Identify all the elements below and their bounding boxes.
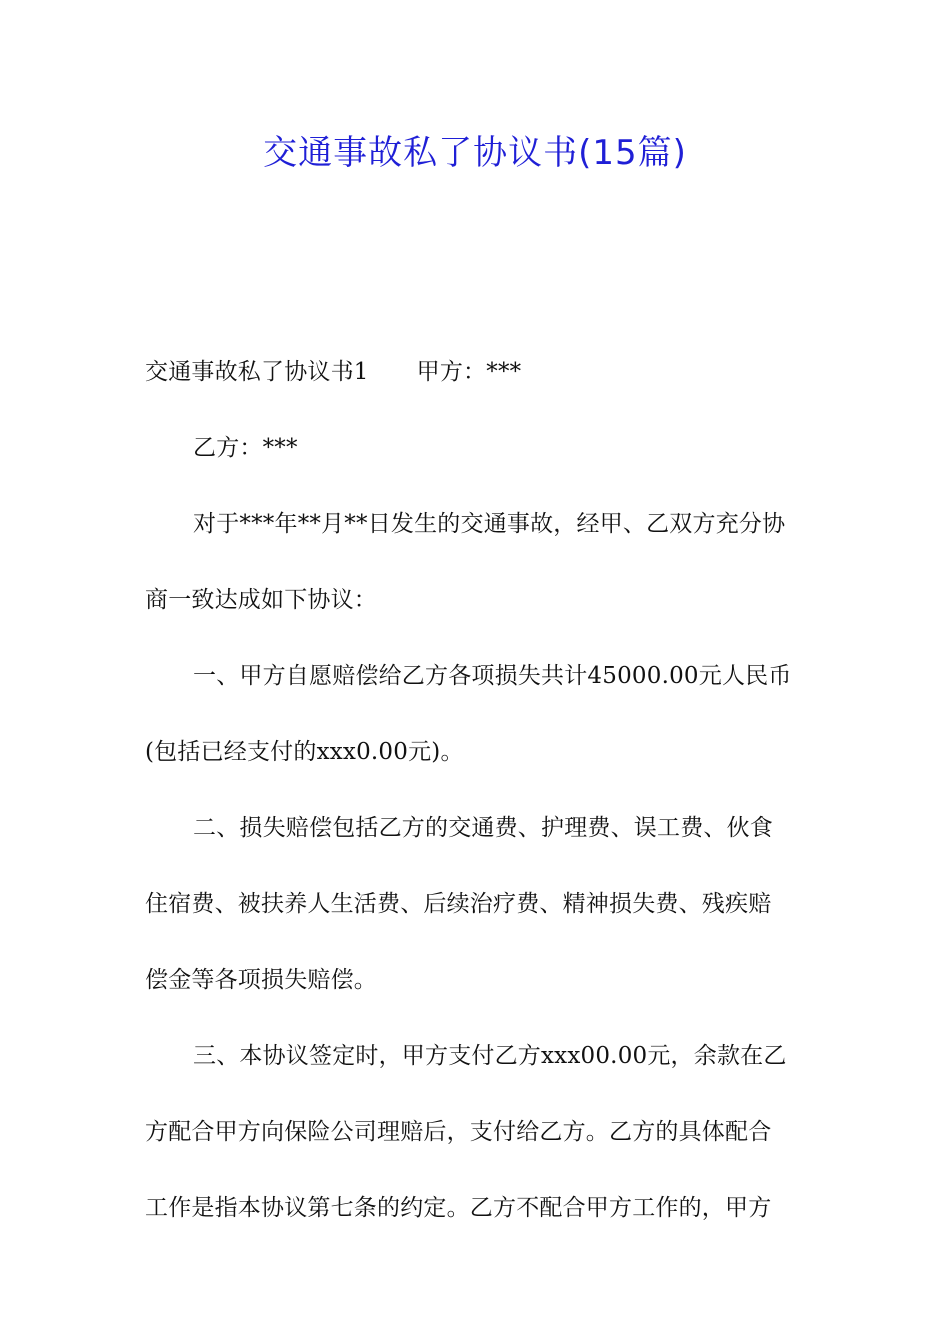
clause-1: [145, 638, 805, 790]
document-title: 交通事故私了协议书(15篇): [263, 133, 687, 173]
text-line: 方配合甲方向保险公司理赔后，支付给乙方。乙方的具体配合: [145, 1119, 772, 1145]
text-line: 三、本协议签定时，甲方支付乙方xxx00.00元，余款在乙: [193, 1043, 787, 1069]
clause-2: [145, 790, 805, 1018]
text-line: 商一致达成如下协议：: [145, 587, 377, 613]
text-line: 二、损失赔偿包括乙方的交通费、护理费、误工费、伙食: [193, 815, 773, 841]
agreement-heading: 交通事故私了协议书1: [145, 359, 369, 385]
paragraph-preamble: [145, 486, 805, 638]
text-line: 偿金等各项损失赔偿。: [145, 967, 377, 993]
text-line: 对于***年**月**日发生的交通事故，经甲、乙双方充分协: [193, 511, 786, 537]
document-body: [145, 334, 805, 1246]
clause-3: [145, 1018, 805, 1246]
intro-line: [145, 334, 805, 410]
text-line: 一、甲方自愿赔偿给乙方各项损失共计45000.00元人民币: [193, 663, 792, 689]
text-line: 工作是指本协议第七条的约定。乙方不配合甲方工作的，甲方: [145, 1195, 772, 1221]
text-line: 住宿费、被扶养人生活费、后续治疗费、精神损失费、残疾赔: [145, 891, 772, 917]
party-b-line: 乙方：***: [193, 435, 298, 461]
party-a-line: 甲方：***: [416, 359, 522, 385]
text-line: (包括已经支付的xxx0.00元)。: [145, 739, 464, 765]
